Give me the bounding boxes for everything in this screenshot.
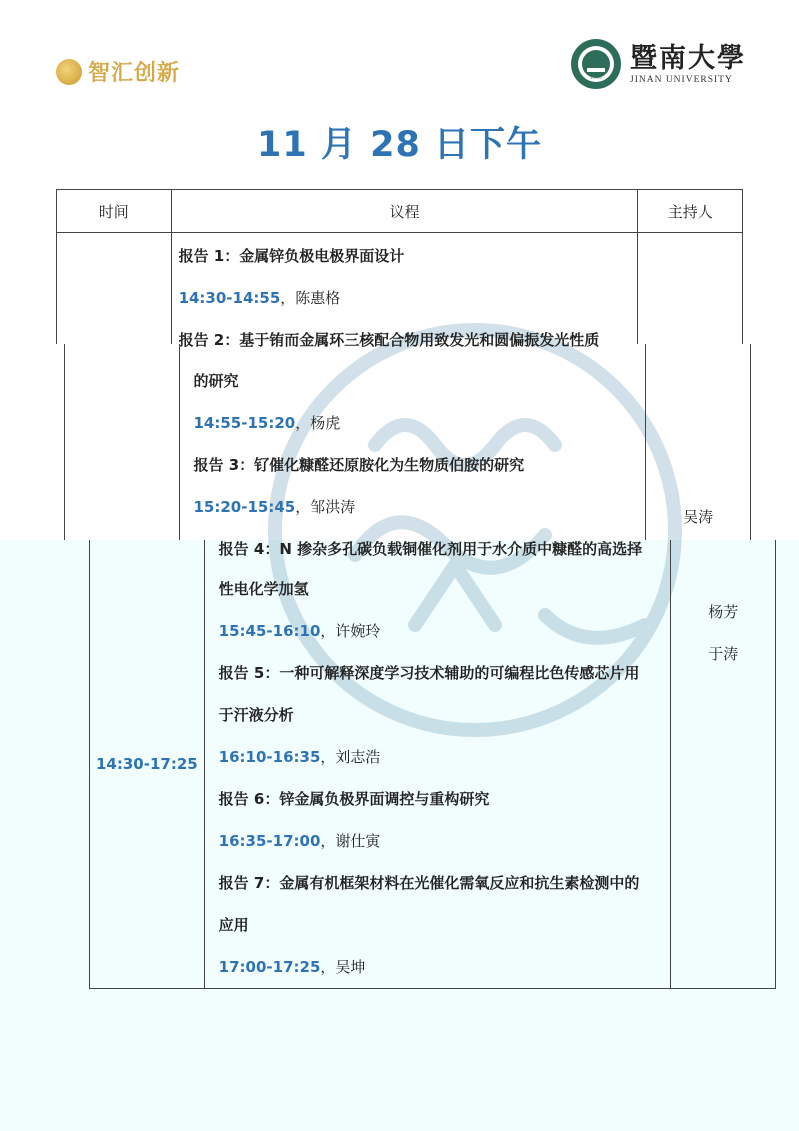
talk-title: 报告 5：一种可解释深度学习技术辅助的可编程比色传感芯片用: [218, 664, 640, 682]
talk-time: 17:00-17:25: [218, 958, 321, 976]
talk-title: 的研究: [193, 372, 239, 390]
brand-logo-left: [56, 56, 180, 87]
talk-title: 报告 2：基于铕而金属环三核配合物用致发光和圆偏振发光性质: [178, 331, 600, 349]
university-logo: [570, 38, 746, 90]
talk-time-speaker: [194, 402, 646, 444]
agenda-cell: [171, 233, 638, 349]
talk-speaker: ，许婉玲: [320, 622, 381, 640]
host-cell: [638, 233, 743, 345]
talk-speaker: ，谢仕寅: [320, 832, 381, 850]
talk-time: 16:10-16:35: [218, 748, 321, 766]
host-name: 吴涛: [683, 508, 714, 526]
talk-title: [194, 528, 646, 540]
brand-mark-icon: [56, 59, 82, 85]
talk-title: 性电化学加氢: [218, 580, 309, 598]
talk-speaker: ，邹洪涛: [295, 498, 356, 516]
page-title: 11 月 28 日下午: [257, 125, 542, 165]
header-host: 主持人: [638, 190, 743, 233]
talk-time-speaker: [219, 820, 671, 862]
talk-time-speaker: [219, 610, 671, 652]
time-cell: [65, 344, 180, 540]
talk-time-speaker: [219, 736, 671, 778]
time-range-cell: [90, 540, 205, 989]
talk-title: 报告 6：锌金属负极界面调控与重构研究: [218, 790, 490, 808]
university-name-en: JINAN UNIVERSITY: [630, 75, 733, 85]
talk-speaker: ，刘志浩: [320, 748, 381, 766]
talk-time: 15:20-15:45: [193, 498, 296, 516]
talk-time-speaker: [194, 486, 646, 528]
talk-speaker: ，吴坤: [320, 958, 366, 976]
university-seal-icon: [570, 38, 622, 90]
host-cell: [646, 344, 751, 540]
header-time: 时间: [57, 190, 172, 233]
talk-title: 应用: [218, 916, 249, 934]
schedule-table-middle: [64, 344, 751, 540]
talk-time: 14:30-14:55: [178, 289, 281, 307]
schedule-table-top: [56, 189, 743, 349]
talk-speaker: ，杨虎: [295, 414, 341, 432]
host-cell: [671, 540, 776, 989]
time-cell: [57, 233, 172, 345]
talk-title: 于汗液分析: [218, 706, 294, 724]
host-name: 杨芳: [708, 603, 739, 621]
brand-name: 智汇创新: [88, 61, 181, 86]
university-name-cn: 暨南大學: [630, 43, 746, 74]
svg-text:1906: 1906: [590, 75, 602, 81]
talk-speaker: ，陈惠格: [280, 289, 341, 307]
talk-title: 报告 7：金属有机框架材料在光催化需氧反应和抗生素检测中的: [218, 874, 640, 892]
talk-time: 16:35-17:00: [218, 832, 321, 850]
agenda-cell: [179, 344, 646, 540]
talk-title: 报告 3：钌催化糠醛还原胺化为生物质伯胺的研究: [193, 456, 525, 474]
session-time-range: 14:30-17:25: [95, 755, 198, 773]
talk-title: 报告 1：金属锌负极电极界面设计: [178, 247, 405, 265]
header-agenda: 议程: [171, 190, 638, 233]
talk-time-speaker: [179, 277, 638, 319]
talk-time-speaker: [219, 946, 671, 988]
schedule-table-bottom: [89, 540, 776, 989]
talk-time: 14:55-15:20: [193, 414, 296, 432]
talk-time: 15:45-16:10: [218, 622, 321, 640]
talk-title: 报告 4：N 掺杂多孔碳负载铜催化剂用于水介质中糠醛的高选择: [218, 540, 643, 558]
host-name: 于涛: [708, 645, 739, 663]
agenda-cell: [204, 540, 671, 989]
